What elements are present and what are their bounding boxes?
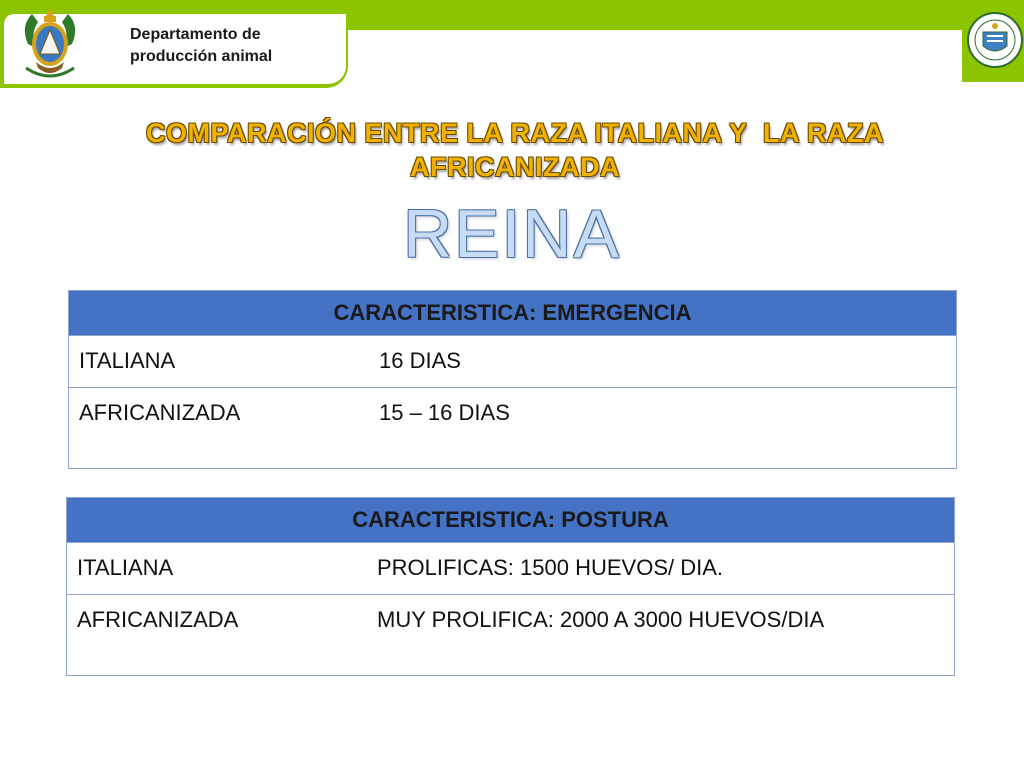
- breed-cell: ITALIANA: [77, 555, 174, 580]
- value-cell: PROLIFICAS: 1500 HUEVOS/ DIA.: [377, 555, 724, 580]
- table-row: [67, 594, 954, 675]
- emergencia-table: [68, 290, 957, 469]
- department-line-2: producción animal: [130, 48, 273, 65]
- table-row: [69, 387, 956, 468]
- department-line-1: Departamento de: [130, 26, 261, 43]
- value-cell: 16 DIAS: [379, 348, 461, 373]
- postura-table: [66, 497, 955, 676]
- table-header: CARACTERISTICA: EMERGENCIA: [69, 291, 956, 335]
- university-seal-icon: [966, 2, 1024, 80]
- table-row: [69, 335, 956, 387]
- value-cell: 15 – 16 DIAS: [379, 400, 510, 425]
- slide-title-line-1: COMPARACIÓN ENTRE LA RAZA ITALIANA Y LA RAZA: [146, 118, 884, 148]
- breed-cell: AFRICANIZADA: [77, 607, 239, 632]
- breed-cell: AFRICANIZADA: [79, 400, 241, 425]
- slide-subtitle: REINA: [403, 196, 621, 272]
- slide-title: [80, 116, 950, 184]
- value-cell: MUY PROLIFICA: 2000 A 3000 HUEVOS/DIA: [377, 607, 825, 632]
- slide-title-line-2: AFRICANIZADA: [410, 152, 620, 182]
- department-label: [130, 24, 330, 68]
- table-header: CARACTERISTICA: POSTURA: [67, 498, 954, 542]
- coat-of-arms-icon: [18, 4, 82, 82]
- breed-cell: ITALIANA: [79, 348, 176, 373]
- table-row: [67, 542, 954, 594]
